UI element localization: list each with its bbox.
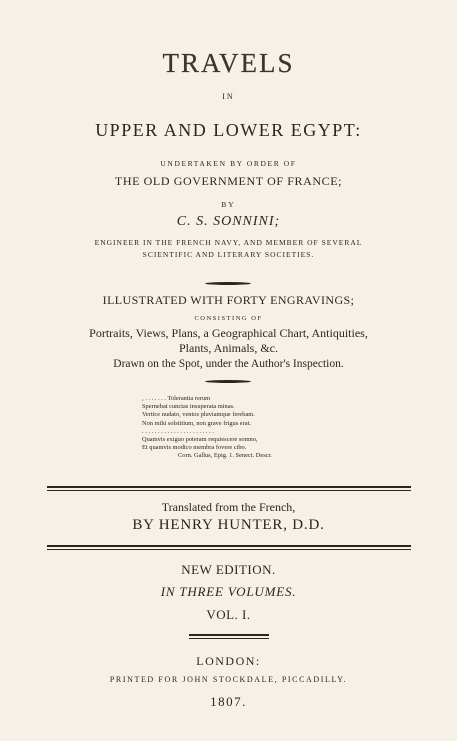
consisting-line: CONSISTING OF	[194, 315, 263, 322]
drawn-line: Drawn on the Spot, under the Author's Inspection.	[113, 358, 344, 370]
volume-number: VOL. I.	[206, 607, 251, 622]
ornamental-rule-2	[205, 380, 251, 383]
contents-line-1: Portraits, Views, Plans, a Geographical Chart, Antiquities,	[89, 326, 368, 340]
by-connector: BY	[221, 200, 236, 209]
undertaken-line: UNDERTAKEN BY ORDER OF	[160, 159, 297, 168]
epigraph-line-6: Quamvis exiguo poteram requiescere somno,	[142, 436, 258, 444]
double-rule-2	[47, 545, 411, 550]
epigraph	[142, 395, 362, 461]
imprint-city: LONDON:	[196, 654, 261, 668]
double-rule-1	[47, 486, 411, 491]
government-line: THE OLD GOVERNMENT OF FRANCE;	[114, 174, 343, 188]
volumes-line: IN THREE VOLUMES.	[160, 584, 297, 599]
imprint-year: 1807.	[210, 694, 247, 709]
epigraph-line-1: , . . . . . . . Tolerantia rerum	[142, 395, 211, 402]
author-description-2: SCIENTIFIC AND LITERARY SOCIETIES.	[142, 250, 315, 259]
in-connector: IN	[222, 92, 235, 101]
short-double-rule	[189, 634, 269, 639]
book-title: TRAVELS	[162, 48, 295, 78]
book-subject: UPPER AND LOWER EGYPT:	[95, 120, 362, 140]
imprint-printer: PRINTED FOR JOHN STOCKDALE, PICCADILLY.	[109, 675, 348, 684]
epigraph-line-3: Vertice nudato, ventos pluviamque ferebam.	[142, 411, 255, 419]
epigraph-line-7: Et quamvis modico membra fovere cibo.	[142, 444, 247, 452]
epigraph-line-5: . . . . . . . . . . . . . . . . . . . . . . .	[142, 427, 214, 435]
author-name: C. S. SONNINI;	[176, 214, 281, 229]
ornamental-rule-1	[205, 282, 251, 285]
illustrations-line: ILLUSTRATED WITH FORTY ENGRAVINGS;	[102, 293, 355, 307]
epigraph-line-4: Non mihi solstitium, non grave frigus erat.	[142, 419, 251, 427]
translator-name: BY HENRY HUNTER, D.D.	[132, 517, 325, 533]
epigraph-attribution: Corn. Gallus, Epig. 1. Senect. Descr.	[178, 452, 272, 460]
contents-line-2: Plants, Animals, &c.	[179, 341, 278, 355]
translated-line: Translated from the French,	[161, 500, 296, 514]
epigraph-line-2: Spernebat cunctas insuperata minas.	[142, 403, 235, 411]
edition-line: NEW EDITION.	[181, 562, 276, 577]
author-description-1: ENGINEER IN THE FRENCH NAVY, AND MEMBER OF SEVERAL	[94, 238, 363, 247]
